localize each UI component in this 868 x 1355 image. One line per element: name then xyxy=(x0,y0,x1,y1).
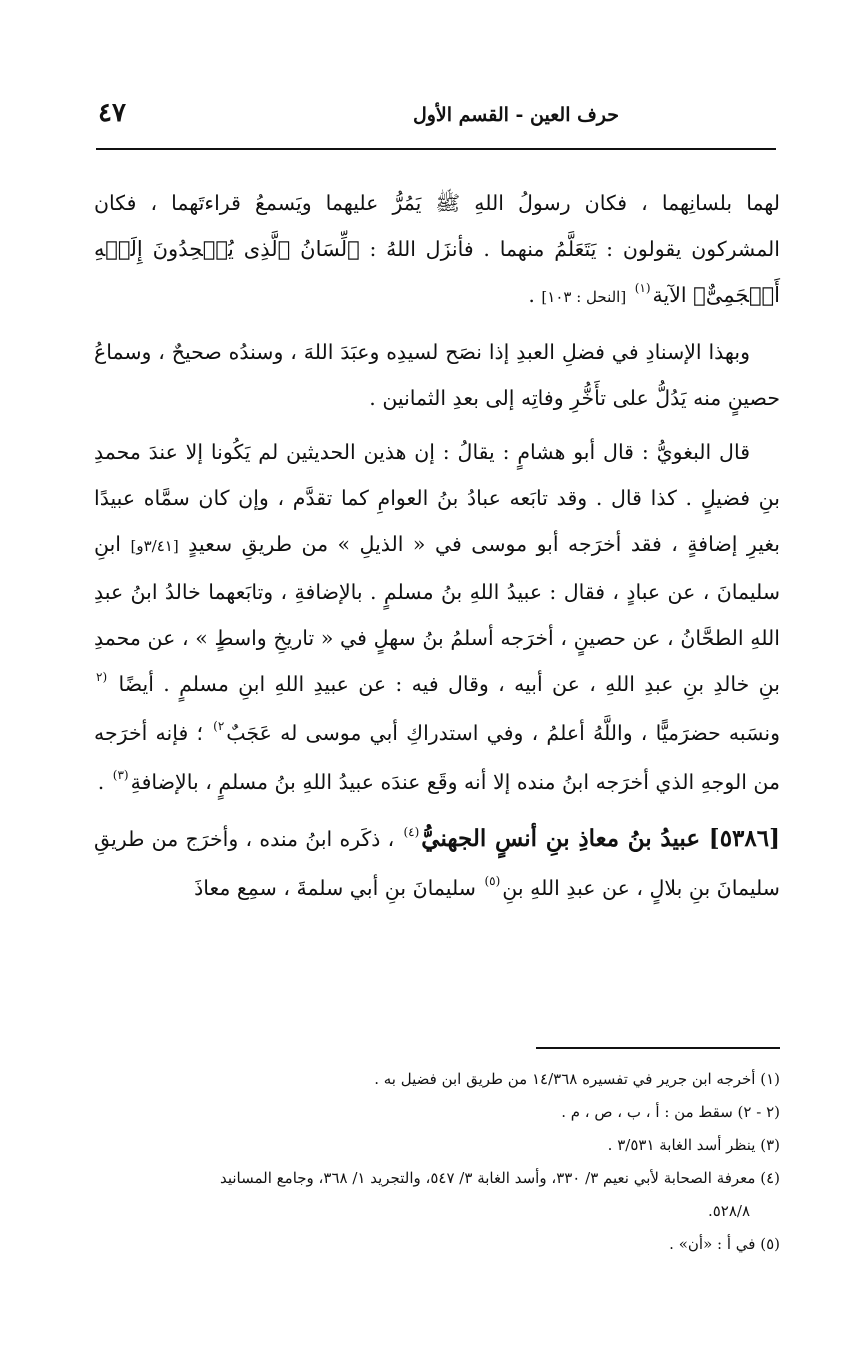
footnote-3: (٣) ينظر أسد الغابة ٣/٥٣١ . xyxy=(607,1136,780,1154)
footnote-ref-3[interactable]: (٣) xyxy=(112,768,129,782)
footnote-ref-1[interactable]: (١) xyxy=(634,281,651,295)
footnote-5: (٥) في أ : «أن» . xyxy=(669,1235,780,1253)
entry-heading: [٥٣٨٦] عبيدُ بنُ معاذِ بنِ أنسٍ الجهنيُّ xyxy=(421,825,780,852)
footnotes xyxy=(94,1063,780,1261)
paragraph-3-text-d: ؛ فإنه أخرَجه من الوجهِ الذي أخرَجه ابنُ منده إلا أنه وقَع عندَه عبيدُ اللهِ بنُ مسلمٍ ، بالإضافةِ xyxy=(94,721,780,794)
footnote-1: (١) أخرجه ابن جرير في تفسيره ١٤/٣٦٨ من طريق ابن فضيل به . xyxy=(374,1070,780,1088)
footnote-separator xyxy=(536,1047,780,1049)
footnote-ref-5[interactable]: (٥) xyxy=(484,874,501,888)
page-number: ٤٧ xyxy=(98,98,126,128)
paragraph-3-text-b: ابنِ سليمانَ ، عن عبادٍ ، فقال : عبيدُ اللهِ بنُ مسلمٍ . بالإضافةِ ، وتابَعهما خالدُ ابنُ عبدِ اللهِ الطحَّانُ ، عن حصينٍ ، أخرَجه أسلمُ بنُ سهلٍ في « تاريخِ واسطٍ » ، عن محمدِ بنِ خالدِ بنِ عبدِ اللهِ ، عن أبيه ، وقال فيه : عن عبيدِ اللهِ ابنِ مسلمٍ . أيضًا xyxy=(94,532,780,696)
verse-citation: [النحل : ١٠٣] xyxy=(541,288,627,306)
paragraph-1-text-a: لهما بلسانِهما ، فكان رسولُ اللهِ ﷺ يَمُرُّ عليهما ويَسمعُ قراءتَهما ، فكان المشركون يقولون : يَتَعَلَّمُ منهما . فأنزَل اللهُ : xyxy=(94,191,780,261)
paragraph-3-end: . xyxy=(97,770,111,794)
entry-5386 xyxy=(94,816,780,914)
footnote-ref-2-end[interactable]: ٢) xyxy=(213,719,225,733)
quran-verse: ﴿لِّسَانُ ٱلَّذِى يُلۡحِدُونَ إِلَيۡهِ أَعۡجَمِىٌّ﴾ xyxy=(94,237,780,307)
entry-text-b: سليمانَ بنِ أبي سلمةَ ، سمِع معاذَ xyxy=(194,876,483,900)
footnote-4-continuation: ٥٢٨/٨. xyxy=(707,1202,750,1220)
paragraph-1-end: . xyxy=(528,283,542,307)
entry-text-a: ، ذكَره ابنُ منده ، وأخرَج من طريقِ سليمانَ بنِ بلالٍ ، عن عبدِ اللهِ بنِ xyxy=(94,827,780,900)
paragraph-2: وبهذا الإسنادِ في فضلِ العبدِ إذا نصَح لسيدِه وعبَدَ اللهَ ، وسندُه صحيحٌ ، وسماعُ حصينٍ منه يَدُلُّ على تأَخُّرِ وفاتِه إلى بعدِ الثمانين . xyxy=(94,340,780,410)
paragraph-3-text-c: ونسَبه حضرَميًّا ، واللَّهُ أعلمُ ، وفي استدراكِ أبي موسى له عَجَبٌ xyxy=(226,721,780,745)
footnote-ref-4[interactable]: (٤) xyxy=(403,825,420,839)
page-header xyxy=(96,96,776,150)
footnote-ref-2-start[interactable]: (٢ xyxy=(96,670,108,684)
running-title: حرف العين - القسم الأول xyxy=(412,104,620,126)
paragraph-3-text-a: قال البغويُّ : قال أبو هشامٍ : يقالُ : إن هذين الحديثين لم يَكُونا إلا عندَ محمدِ بنِ فضيلٍ . كذا قال . وقد تابَعه عبادُ بنُ العوامِ كما تقدَّم ، وإن كان سمَّاه عبيدًا بغيرِ إضافةٍ ، فقد أخرَجه أبو موسى في « الذيلِ » من طريقِ سعيدٍ xyxy=(94,440,780,556)
main-text xyxy=(94,180,780,922)
manuscript-folio-ref: [٣/٤١و] xyxy=(130,537,179,555)
paragraph-1-text-b: الآية xyxy=(652,283,694,307)
paragraph-3 xyxy=(94,429,780,808)
paragraph-1 xyxy=(94,180,780,321)
footnote-2: (٢ - ٢) سقط من : أ ، ب ، ص ، م . xyxy=(561,1103,780,1121)
footnote-4: (٤) معرفة الصحابة لأبي نعيم ٣/ ٣٣٠، وأسد الغابة ٣/ ٥٤٧، والتجريد ١/ ٣٦٨، وجامع المسانيد xyxy=(219,1169,780,1187)
